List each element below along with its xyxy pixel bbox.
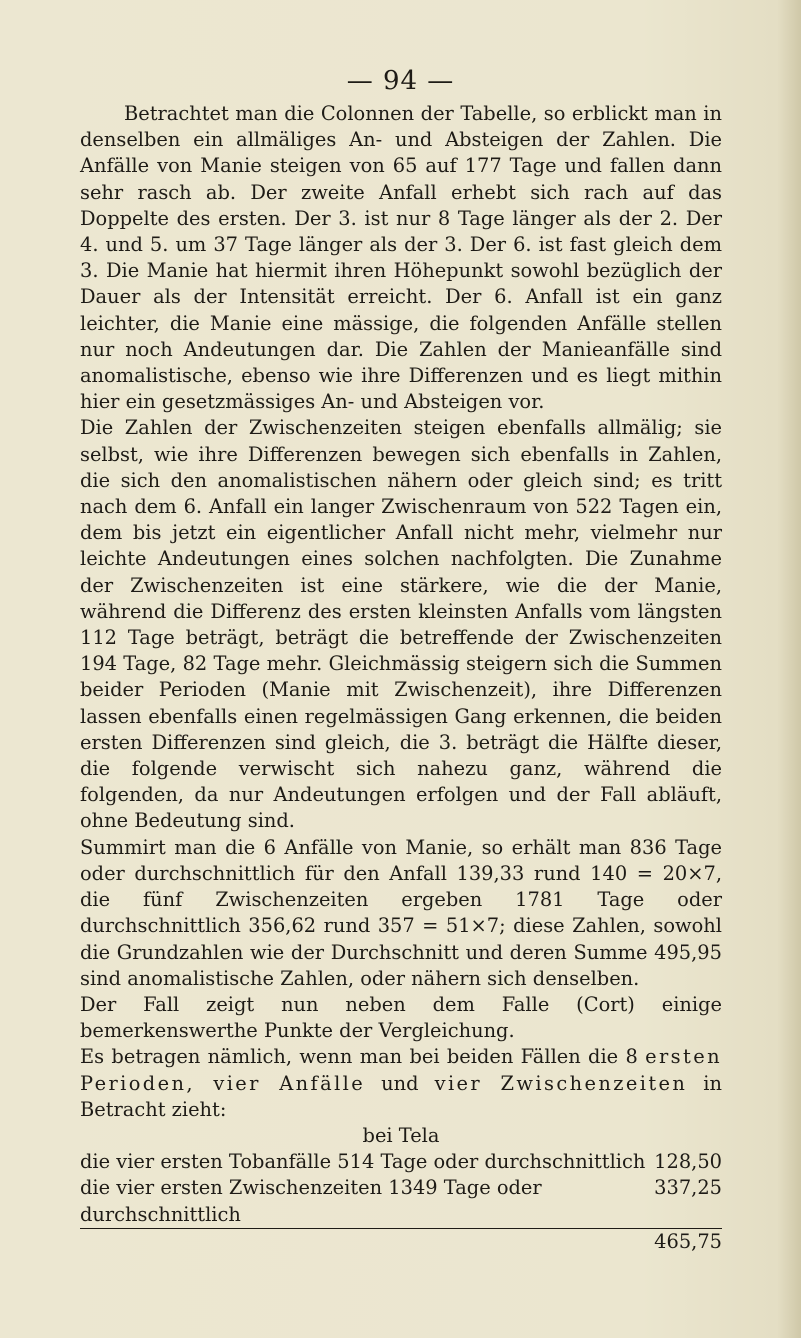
- sum-row-2: [80, 1175, 722, 1228]
- paragraph-5: [80, 1044, 722, 1123]
- table-heading: bei Tela: [362, 1123, 440, 1147]
- sum-total: 465,75: [654, 1229, 722, 1253]
- sum-row-1: [80, 1149, 722, 1175]
- paragraph-1: Betrachtet man die Colonnen der Tabelle, so erblickt man in denselben ein allmäliges An- und Absteigen der Zahlen. Die Anfälle von Manie steigen von 65 auf 177 Tage und fallen dann sehr rasch ab. Der zweite Anfall erhebt sich rach auf das Doppelte des ersten. Der 3. ist nur 8 Tage länger als der 2. Der 4. und 5. um 37 Tage länger als der 3. Der 6. ist fast gleich dem 3. Die Manie hat hiermit ihren Höhepunkt sowohl bezüglich der Dauer als der Intensität erreicht. Der 6. Anfall ist ein ganz leichter, die Manie eine mässige, die folgenden Anfälle stellen nur noch Andeutungen dar. Die Zahlen der Manieanfälle sind anomalistische, ebenso wie ihre Differenzen und es liegt mithin hier ein gesetzmässiges An- und Absteigen vor.: [80, 102, 722, 414]
- paragraph-2: Die Zahlen der Zwischenzeiten steigen ebenfalls allmälig; sie selbst, wie ihre Differenzen bewegen sich ebenfalls in Zahlen, die sich den anomalistischen nähern oder gleich sind; es tritt nach dem 6. Anfall ein langer Zwischenraum von 522 Tagen ein, dem bis jetzt ein eigentlicher Anfall nicht mehr, vielmehr nur leichte Andeutungen eines solchen nachfolgten. Die Zunahme der Zwischenzeiten ist eine stärkere, wie die der Manie, während die Differenz des ersten kleinsten Anfalls vom längsten 112 Tage beträgt, beträgt die betreffende der Zwischenzeiten 194 Tage, 82 Tage mehr. Gleichmässig steigern sich die Summen beider Perioden (Manie mit Zwischenzeit), ihre Differenzen lassen ebenfalls einen regelmässigen Gang erkennen, die beiden ersten Differenzen sind gleich, die 3. beträgt die Hälfte dieser, die folgende verwischt sich nahezu ganz, während die folgenden, da nur Andeutungen erfolgen und der Fall abläuft, ohne Bedeutung sind.: [80, 416, 722, 833]
- sum-row-1-value: 128,50: [654, 1150, 722, 1174]
- p5-part-c: und: [365, 1071, 435, 1095]
- body-text: [80, 101, 722, 1255]
- p5-spaced-periods: ersten Perioden, vier Anfälle: [80, 1045, 722, 1095]
- page-number: — 94 —: [346, 66, 455, 96]
- paragraph-3: Summirt man die 6 Anfälle von Manie, so erhält man 836 Tage oder durchschnittlich für den Anfall 139,33 rund 140 = 20×7, die fünf Zwischenzeiten ergeben 1781 Tage oder durchschnittlich 356,62 rund 357 = 51×7; diese Zahlen, sowohl die Grundzahlen wie der Durchschnitt und deren Summe 495,95 sind anomalistische Zahlen, oder nähern sich denselben.: [80, 835, 722, 990]
- p5-part-e: in Betracht zieht:: [80, 1071, 722, 1121]
- p5-spaced-intervals: vier Zwischenzeiten: [434, 1071, 688, 1095]
- sum-row-2-value: 337,25: [654, 1176, 722, 1200]
- p5-part-a: Es betragen nämlich, wenn man bei beiden Fällen die 8: [80, 1045, 646, 1069]
- sum-row-2-label: die vier ersten Zwischenzeiten 1349 Tage oder durchschnittlich: [80, 1176, 542, 1226]
- sum-row-1-label: die vier ersten Tobanfälle 514 Tage oder durchschnittlich: [80, 1150, 646, 1174]
- paragraph-4: Der Fall zeigt nun neben dem Falle (Cort) einige bemerkenswerthe Punkte der Vergleichung.: [80, 992, 722, 1043]
